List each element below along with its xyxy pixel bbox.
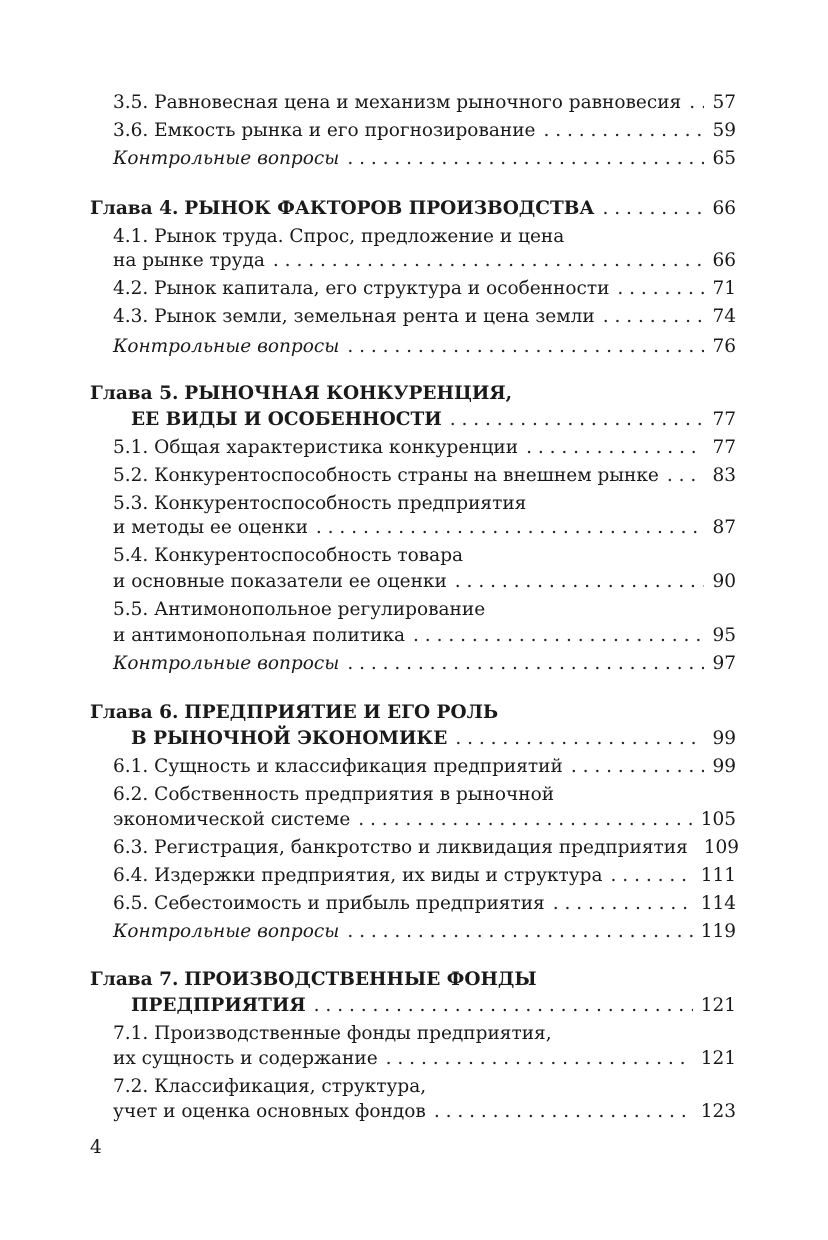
toc-page-number: 105 xyxy=(700,809,736,830)
leader-dots xyxy=(667,463,705,489)
toc-entry-text: 6.5. Себестоимость и прибыль предприятия xyxy=(113,893,545,914)
toc-chapter-heading-cont xyxy=(131,726,736,752)
toc-entry-text: 4.1. Рынок труда. Спрос, предложение и цена xyxy=(113,226,565,247)
toc-page-number: 99 xyxy=(712,728,736,749)
toc-entry-text: 7.1. Производственные фонды предприятия, xyxy=(113,1023,552,1044)
toc-entry-text: 6.1. Сущность и классификация предприятий xyxy=(113,756,563,777)
leader-dots xyxy=(603,304,705,330)
toc-entry-text: 5.2. Конкурентоспособность страны на внешнем рынке xyxy=(113,465,659,486)
toc-entry xyxy=(113,463,736,489)
chapter-title: РЫНОЧНАЯ КОНКУРЕНЦИЯ, xyxy=(184,383,513,404)
toc-entry-text: учет и оценка основных фондов xyxy=(113,1101,426,1122)
leader-dots xyxy=(314,993,693,1019)
toc-entry xyxy=(113,248,736,274)
toc-entry-text: 6.2. Собственность предприятия в рыночной xyxy=(113,784,555,805)
toc-entry-text: 5.5. Антимонопольное регулирование xyxy=(113,599,486,620)
toc-entry xyxy=(113,276,736,302)
toc-page-number: 99 xyxy=(712,756,736,777)
leader-dots xyxy=(358,807,692,833)
toc-entry-text: 3.5. Равновесная цена и механизм рыночного равновесия xyxy=(113,92,682,113)
leader-dots xyxy=(611,863,693,889)
chapter-label: Глава 7. xyxy=(90,969,179,990)
leader-dots xyxy=(617,276,704,302)
chapter-title: ПРЕДПРИЯТИЕ И ЕГО РОЛЬ xyxy=(184,702,499,723)
toc-entry-text: Контрольные вопросы xyxy=(113,148,340,169)
page-number-footer: 4 xyxy=(90,1137,102,1158)
toc-entry xyxy=(113,754,736,780)
toc-entry xyxy=(113,863,736,889)
toc-page-number: 77 xyxy=(712,409,736,430)
leader-dots xyxy=(455,569,705,595)
toc-entry-questions xyxy=(113,651,736,677)
toc-entry-text: и основные показатели ее оценки xyxy=(113,571,447,592)
toc-page-number: 123 xyxy=(700,1101,736,1122)
chapter-title: В РЫНОЧНОЙ ЭКОНОМИКЕ xyxy=(131,728,448,749)
toc-chapter-heading xyxy=(90,967,537,993)
toc-page-number: 109 xyxy=(703,837,740,858)
toc-page-number: 76 xyxy=(712,336,736,357)
leader-dots xyxy=(571,754,705,780)
toc-chapter-heading-cont xyxy=(131,407,736,433)
toc-page-number: 83 xyxy=(712,465,736,486)
chapter-label: Глава 6. xyxy=(90,702,179,723)
toc-entry xyxy=(113,1046,736,1072)
toc-chapter-heading xyxy=(90,381,512,407)
toc-entry-questions xyxy=(113,146,736,172)
toc-page-number: 57 xyxy=(712,92,736,113)
toc-page-number: 65 xyxy=(712,148,736,169)
chapter-title: РЫНОК ФАКТОРОВ ПРОИЗВОДСТВА xyxy=(184,198,595,219)
toc-entry-text: 3.6. Емкость рынка и его прогнозирование xyxy=(113,120,536,141)
toc-entry-text: Контрольные вопросы xyxy=(113,921,340,942)
toc-entry-text: экономической системе xyxy=(113,809,351,830)
toc-entry-text: 4.3. Рынок земли, земельная рента и цена земли xyxy=(113,306,595,327)
leader-dots xyxy=(347,919,692,945)
toc-entry xyxy=(113,891,736,917)
toc-entry xyxy=(113,569,736,595)
toc-chapter-heading-cont xyxy=(131,993,736,1019)
toc-page-number: 121 xyxy=(700,1048,736,1069)
toc-entry-text: их сущность и содержание xyxy=(113,1048,378,1069)
toc-page-number: 111 xyxy=(700,865,736,886)
toc-page-number: 87 xyxy=(712,517,736,538)
toc-entry xyxy=(113,304,736,330)
leader-dots xyxy=(450,407,705,433)
leader-dots xyxy=(347,651,704,677)
leader-dots xyxy=(553,891,693,917)
chapter-title: ПРЕДПРИЯТИЯ xyxy=(131,995,306,1016)
leader-dots xyxy=(316,515,705,541)
toc-page-number: 95 xyxy=(712,625,736,646)
leader-dots xyxy=(602,196,704,222)
toc-entry-text: 5.1. Общая характеристика конкуренции xyxy=(113,437,519,458)
toc-entry xyxy=(113,90,736,116)
toc-entry xyxy=(113,1099,736,1125)
chapter-title: ПРОИЗВОДСТВЕННЫЕ ФОНДЫ xyxy=(184,969,537,990)
toc-entry xyxy=(113,807,736,833)
leader-dots xyxy=(434,1099,693,1125)
toc-page-number: 121 xyxy=(700,995,736,1016)
toc-entry-text: на рынке труда xyxy=(113,250,265,271)
toc-entry-text: 5.4. Конкурентоспособность товара xyxy=(113,545,464,566)
toc-entry-text: Контрольные вопросы xyxy=(113,653,340,674)
leader-dots xyxy=(386,1046,693,1072)
toc-page-number: 59 xyxy=(712,120,736,141)
toc-entry xyxy=(113,435,736,461)
toc-entry-text: 5.3. Конкурентоспособность предприятия xyxy=(113,493,527,514)
toc-entry-text: Контрольные вопросы xyxy=(113,336,340,357)
toc-page-number: 74 xyxy=(712,306,736,327)
toc-entry xyxy=(113,515,736,541)
toc-entry-text: и методы ее оценки xyxy=(113,517,308,538)
toc-entry xyxy=(113,623,736,649)
leader-dots xyxy=(347,146,704,172)
toc-page-number: 90 xyxy=(712,571,736,592)
leader-dots xyxy=(455,726,704,752)
leader-dots xyxy=(413,623,704,649)
toc-page-number: 66 xyxy=(712,198,736,219)
leader-dots xyxy=(544,118,705,144)
toc-entry-text: 6.3. Регистрация, банкротство и ликвидация предприятия xyxy=(113,837,688,858)
toc-entry-questions xyxy=(113,334,736,360)
toc-page-number: 114 xyxy=(700,893,736,914)
chapter-title: ЕЕ ВИДЫ И ОСОБЕННОСТИ xyxy=(131,409,442,430)
toc-entry-text: 4.2. Рынок капитала, его структура и особенности xyxy=(113,278,610,299)
chapter-label: Глава 5. xyxy=(90,383,179,404)
leader-dots xyxy=(689,90,704,116)
chapter-label: Глава 4. xyxy=(90,198,179,219)
toc-page-number: 66 xyxy=(712,250,736,271)
toc-page-number: 71 xyxy=(712,278,736,299)
toc-page-number: 97 xyxy=(712,653,736,674)
toc-entry-text: и антимонопольная политика xyxy=(113,625,406,646)
toc-entry-text: 7.2. Классификация, структура, xyxy=(113,1076,427,1097)
toc-entry xyxy=(113,835,740,861)
toc-page-number: 119 xyxy=(700,921,736,942)
toc-entry-questions xyxy=(113,919,736,945)
toc-entry xyxy=(113,118,736,144)
toc-chapter-heading xyxy=(90,196,736,222)
toc-entry-text: 6.4. Издержки предприятия, их виды и структура xyxy=(113,865,603,886)
leader-dots xyxy=(273,248,705,274)
leader-dots xyxy=(526,435,704,461)
leader-dots xyxy=(347,334,704,360)
toc-page-number: 77 xyxy=(712,437,736,458)
toc-chapter-heading xyxy=(90,700,498,726)
